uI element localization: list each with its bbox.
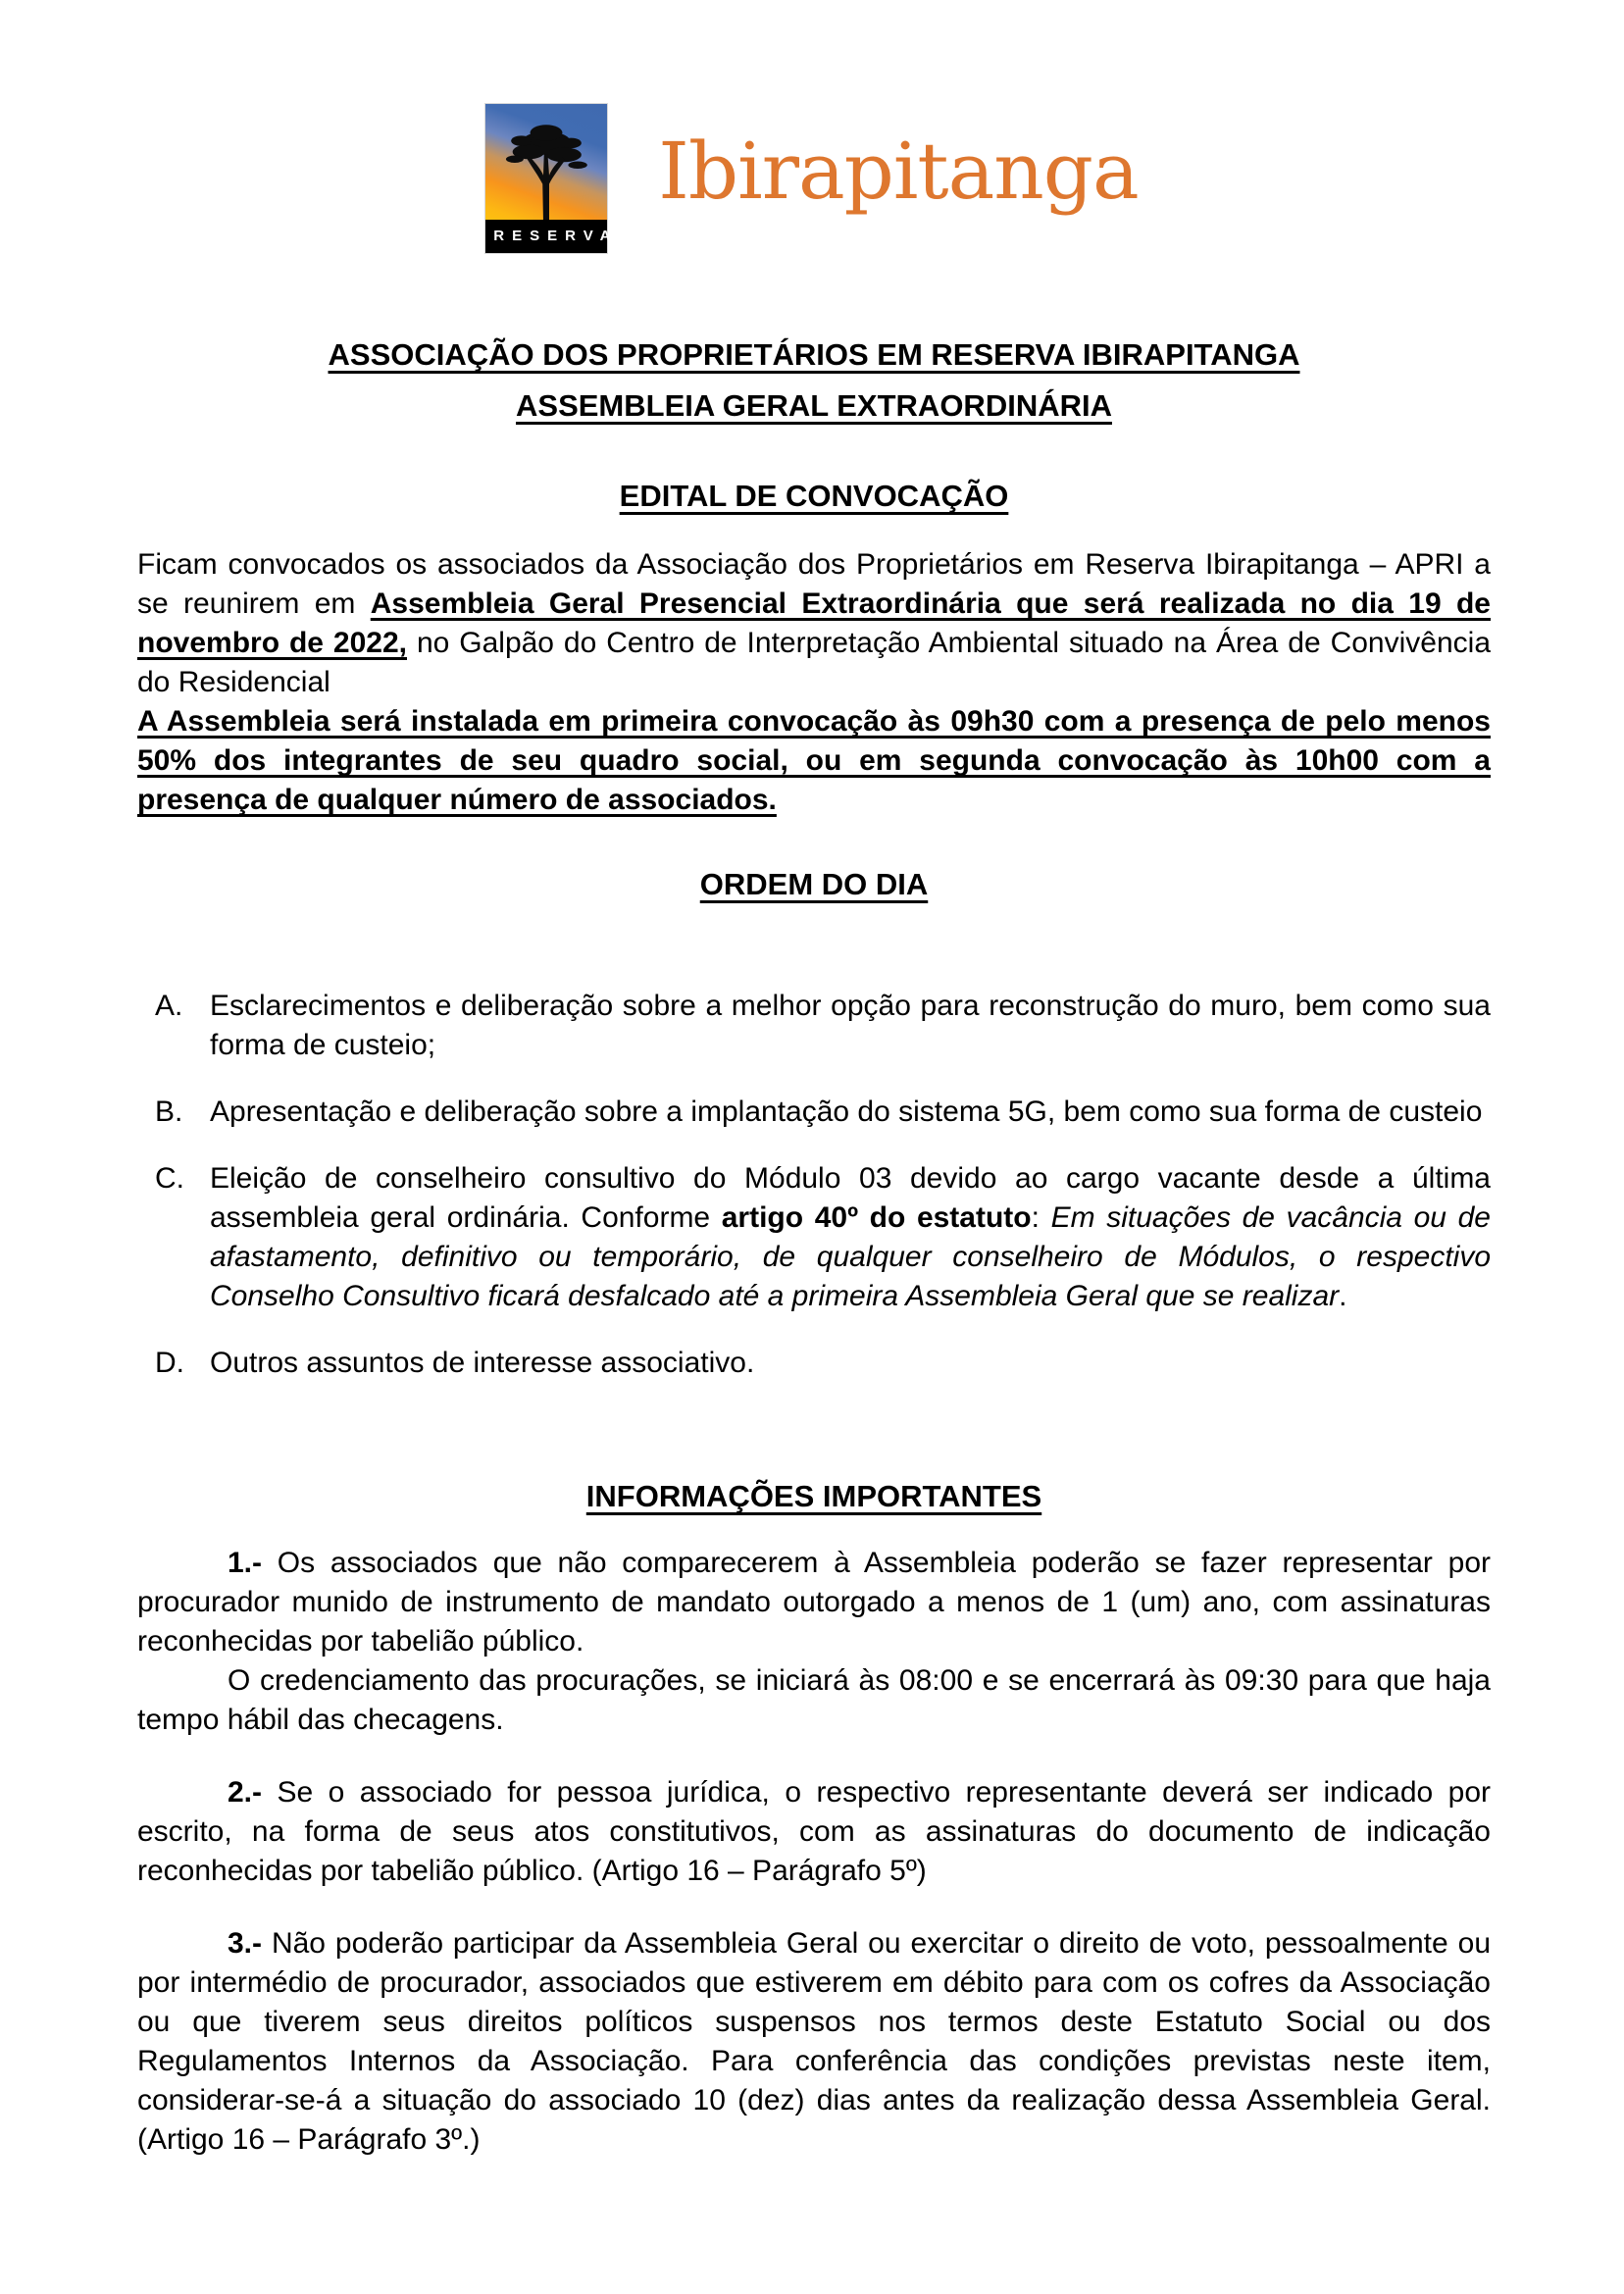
- agenda-item-d-label: D.: [155, 1347, 184, 1379]
- agenda-item-c-text: [210, 1159, 1491, 1316]
- agenda-item-c: [137, 1159, 1491, 1316]
- info-item-2: [137, 1773, 1491, 1891]
- agenda-heading-text: ORDEM DO DIA: [699, 867, 929, 901]
- agenda-item-c-label: C.: [155, 1162, 184, 1195]
- agenda-list: [137, 987, 1491, 1383]
- agenda-item-c-period: .: [1339, 1280, 1347, 1312]
- agenda-item-b: [137, 1093, 1491, 1132]
- tree-silhouette-icon: [487, 114, 605, 220]
- agenda-item-d-text: Outros assuntos de interesse associativo.: [210, 1347, 755, 1379]
- info-item-2-text: Se o associado for pessoa jurídica, o respectivo representante deverá ser indicado por escrito, na forma de seus atos constitutivos, com as assinaturas do documento de indicação reconhecidas por tabelião público. (Artigo 16 – Parágrafo 5º): [137, 1776, 1491, 1887]
- agenda-item-a: [137, 987, 1491, 1065]
- info-item-1: [137, 1544, 1491, 1661]
- agenda-item-a-text: Esclarecimentos e deliberação sobre a melhor opção para reconstrução do muro, bem como sua forma de custeio;: [210, 990, 1491, 1061]
- installation-paragraph: [137, 702, 1491, 820]
- association-title: [137, 335, 1491, 375]
- info-item-2-number: 2.-: [228, 1776, 263, 1809]
- convocation-text-start: Ficam convocados os associados da Associação dos Proprietários em Reserva Ibirapitanga – APRI a se reunirem em: [137, 548, 1491, 620]
- installation-text: A Assembleia será instalada em primeira convocação às 09h30 com a presença de pelo menos 50% dos integrantes de seu quadro social, ou em segunda convocação às 10h00 com a presença de qualquer número de associados.: [137, 705, 1491, 816]
- reserva-label: RESERVA: [485, 220, 607, 253]
- logo-sunset-background: [485, 104, 607, 220]
- agenda-item-c-statute-ref: artigo 40º do estatuto: [721, 1201, 1032, 1234]
- agenda-item-c-text-start: Eleição de conselheiro consultivo do Módulo 03 devido ao cargo vacante desde a última assembleia geral ordinária. Conforme: [210, 1162, 1491, 1234]
- info-item-3-text: Não poderão participar da Assembleia Geral ou exercitar o direito de voto, pessoalmente ou por intermédio de procurador, associados que estiverem em débito para com os cofres da Associação ou que tiverem seus direitos políticos suspensos nos termos deste Estatuto Social ou dos Regulamentos Internos da Associação. Para conferência das condições previstas neste item, considerar-se-á a situação do associado 10 (dez) dias antes da realização dessa Assembleia Geral. (Artigo 16 – Parágrafo 3º.): [137, 1927, 1491, 2156]
- agenda-item-d: [137, 1344, 1491, 1383]
- convocation-text-bold-date: Assembleia Geral Presencial Extraordinária que será realizada no dia 19 de novembro de 2022,: [137, 587, 1491, 659]
- edital-title-text: EDITAL DE CONVOCAÇÃO: [619, 479, 1009, 513]
- info-item-1-continuation: O credenciamento das procurações, se iniciará às 08:00 e se encerrará às 09:30 para que haja tempo hábil das checagens.: [137, 1664, 1491, 1736]
- edital-title: [137, 477, 1491, 516]
- assembly-title-text: ASSEMBLEIA GERAL EXTRAORDINÁRIA: [516, 388, 1112, 423]
- agenda-item-b-label: B.: [155, 1096, 183, 1128]
- brand-header: [0, 104, 1624, 253]
- document-content: [0, 335, 1624, 2160]
- info-item-3: [137, 1924, 1491, 2160]
- brand-name: Ibirapitanga: [658, 126, 1139, 217]
- convocation-text-end: no Galpão do Centro de Interpretação Ambiental situado na Área de Convivência do Residencial: [137, 627, 1491, 698]
- agenda-item-c-colon: :: [1031, 1201, 1051, 1234]
- important-info-heading: [137, 1477, 1491, 1516]
- convocation-paragraph: [137, 545, 1491, 702]
- agenda-item-c-statute-quote: Em situações de vacância ou de afastamento, definitivo ou temporário, de qualquer conselheiro de Módulos, o respectivo Conselho Consultivo ficará desfalcado até a primeira Assembleia Geral que se realizar: [210, 1201, 1491, 1312]
- info-item-1-number: 1.-: [228, 1547, 263, 1579]
- agenda-heading: [137, 865, 1491, 904]
- agenda-item-a-label: A.: [155, 990, 183, 1022]
- reserva-logo: [485, 104, 619, 253]
- important-info-heading-text: INFORMAÇÕES IMPORTANTES: [585, 1479, 1042, 1513]
- info-item-1-text: Os associados que não comparecerem à Assembleia poderão se fazer representar por procurador munido de instrumento de mandato outorgado a menos de 1 (um) ano, com assinaturas reconhecidas por tabelião público.: [137, 1547, 1491, 1657]
- association-title-text: ASSOCIAÇÃO DOS PROPRIETÁRIOS EM RESERVA IBIRAPITANGA: [328, 337, 1300, 372]
- agenda-item-b-text: Apresentação e deliberação sobre a implantação do sistema 5G, bem como sua forma de custeio: [210, 1096, 1483, 1128]
- assembly-title: [137, 386, 1491, 426]
- info-item-3-number: 3.-: [228, 1927, 263, 1960]
